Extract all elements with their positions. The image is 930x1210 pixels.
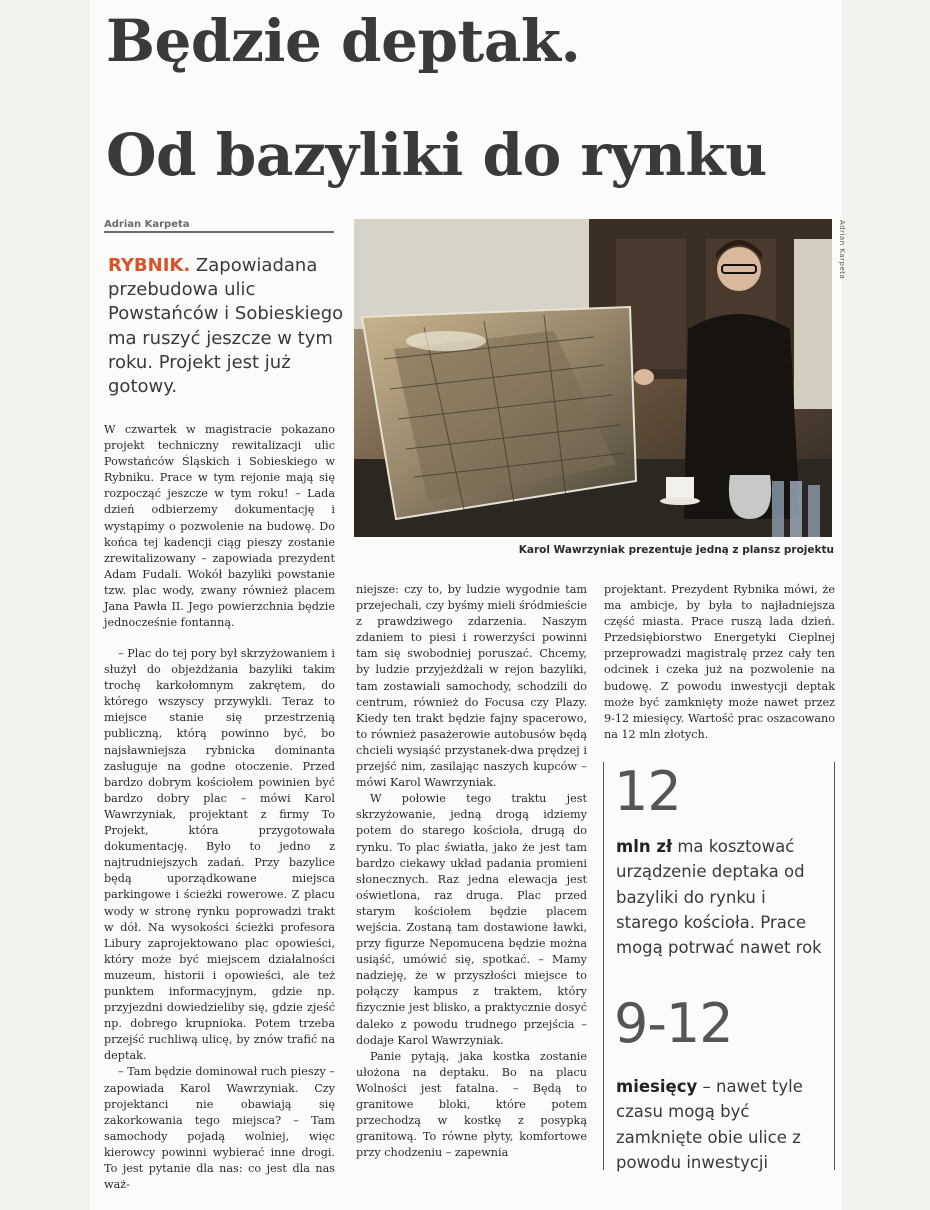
lead-text: Zapowiadana przebudowa ulic Powstańców i Sobieskiego ma ruszyć jeszcze w tym roku. Projekt jest już gotowy. — [108, 255, 344, 398]
stat-number: 9-12 — [614, 992, 733, 1055]
article-column-1-bottom — [104, 646, 335, 1193]
article-column-1-top — [104, 422, 335, 631]
paragraph: projektant. Prezydent Rybnika mówi, że ma ambicje, by była to najładniejsza część miasta. Prace ruszą lada dzień. Przedsiębiorstwo Energetyki Cieplnej przeprowadzi magistralę przez cały ten odcinek i czeka już na pozwolenie na budowę. Z powodu inwestycji deptak może być zamknięty może nawet przez 9-12 miesięcy. Wartość prac oszacowano na 12 mln złotych. — [604, 583, 835, 741]
headline-line-1: Będzie deptak. — [106, 7, 581, 75]
paragraph: – Tam będzie dominował ruch pieszy – zapowiada Karol Wawrzyniak. Czy projektanci nie obawiają się zakorkowania tego miejsca? – Tam samochody pojadą wolniej, więc kierowcy powinni wybierać inne drogi. To jest pytanie dla nas: co jest dla nas waż- — [104, 1065, 335, 1192]
paragraph: W połowie tego traktu jest skrzyżowanie, jedną drogą idziemy potem do starego kościoła, drugą do rynku. To plac światła, jako że jest tam bardzo ciekawy układ padania promieni słonecznych. Raz jedna elewacja jest oświetlona, raz druga. Plac przed starym kościołem będzie placem wejścia. Zostaną tam dostawione ławki, przy figurze Nepomucena będzie można usiąść, umówić się, spotkać. – Mamy nadzieję, że w przyszłości miejsce to połączy kampus z traktem, który fizycznie jest blisko, a praktycznie dosyć daleko z powodu trudnego przejścia – dodaje Karol Wawrzyniak. — [356, 792, 587, 1047]
stat-number: 12 — [614, 760, 681, 823]
paragraph: Panie pytają, jaka kostka zostanie ułożona na deptaku. Bo na placu Wolności jest fatalna. – Będą to granitowe bloki, które potem przechodzą w kostkę z posypką granitową. To równe płyty, komfortowe przy chodzeniu – zapewnia — [356, 1049, 587, 1160]
lead-paragraph — [108, 254, 348, 399]
article-column-3 — [604, 582, 835, 743]
article-photo — [354, 219, 832, 537]
byline: Adrian Karpeta — [104, 219, 334, 233]
article-column-2 — [356, 582, 587, 1161]
photo-caption: Karol Wawrzyniak prezentuje jedną z plansz projektu — [518, 544, 834, 556]
paragraph: W czwartek w magistracie pokazano projekt techniczny rewitalizacji ulic Powstańców Śląskich i Sobieskiego w Rybniku. Prace w tym rejonie mają się rozpocząć jeszcze w tym roku! – Lada dzień odbierzemy dokumentację i wystąpimy o pozwolenie na budowę. Do końca tej kadencji ciąg pieszy zostanie zrewitalizowany – zapowiada prezydent Adam Fudali. Wokół bazyliki powstanie tzw. plac wody, zwany również placem Jana Pawła II. Jego powierzchnia będzie jednocześnie fontanną. — [104, 423, 335, 630]
stat-text: – nawet tyle czasu mogą być zamknięte obie ulice z powodu inwestycji — [616, 1077, 803, 1172]
paragraph: niejsze: czy to, by ludzie wygodnie tam przejechali, czy byśmy mieli śródmieście z prawdziwego zdarzenia. Naszym zdaniem to piesi i rowerzyści powinni tam się swobodniej poruszać. Chcemy, by ludzie przyjeżdżali w rejon bazyliki, tam zostawiali samochody, schodzili do centrum, również do Focusa czy Plazy. Kiedy ten trakt będzie fajny spacerowo, to również pasażerowie autobusów będą chcieli wysiąść przystanek-dwa prędzej i przejść nim, zasilając naszych kupców – mówi Karol Wawrzyniak. — [356, 583, 587, 790]
stat-text: ma kosztować urządzenie deptaka od bazyliki do rynku i starego kościoła. Prace mogą potrwać nawet rok — [616, 837, 822, 958]
lead-city: RYBNIK. — [108, 255, 191, 276]
photo-illustration — [354, 219, 832, 537]
stat-unit: mln zł — [616, 837, 673, 856]
stat-description — [616, 1074, 828, 1175]
stat-description — [616, 834, 828, 960]
stats-sidebar — [603, 762, 835, 1170]
paragraph: – Plac do tej pory był skrzyżowaniem i służył do objeżdżania bazyliki takim trochę karkołomnym zakrętem, do którego wszyscy przywykli. Teraz to miejsce stanie się przestrzenią publiczną, którą powinno być, bo najsławniejsza rybnicka dominanta zasługuje na godne otoczenie. Przed bardzo dobrym kościołem powinien być bardzo dobry plac – mówi Karol Wawrzyniak, projektant z firmy To Projekt, która przygotowała dokumentację. Było to jedno z najtrudniejszych zadań. Przy bazylice będą uporządkowane miejsca parkingowe i ścieżki rowerowe. Z placu wody w stronę rynku poprowadzi trakt w dół. Na wysokości ścieżki profesora Libury zaprojektowano plac opowieści, który może być miejscem działalności muzeum, historii i opowieści, ale też punktem informacyjnym, gdzie np. przyjezdni dowiedzieliby się, gdzie zjeść np. dobrego krupnioka. Potem trzeba przejść ruchliwą ulicę, by znów trafić na deptak. — [104, 647, 335, 1063]
headline-line-2: Od bazyliki do rynku — [106, 121, 767, 189]
photo-credit: Adrian Karpeta — [838, 220, 846, 280]
stat-unit: miesięcy — [616, 1077, 698, 1096]
